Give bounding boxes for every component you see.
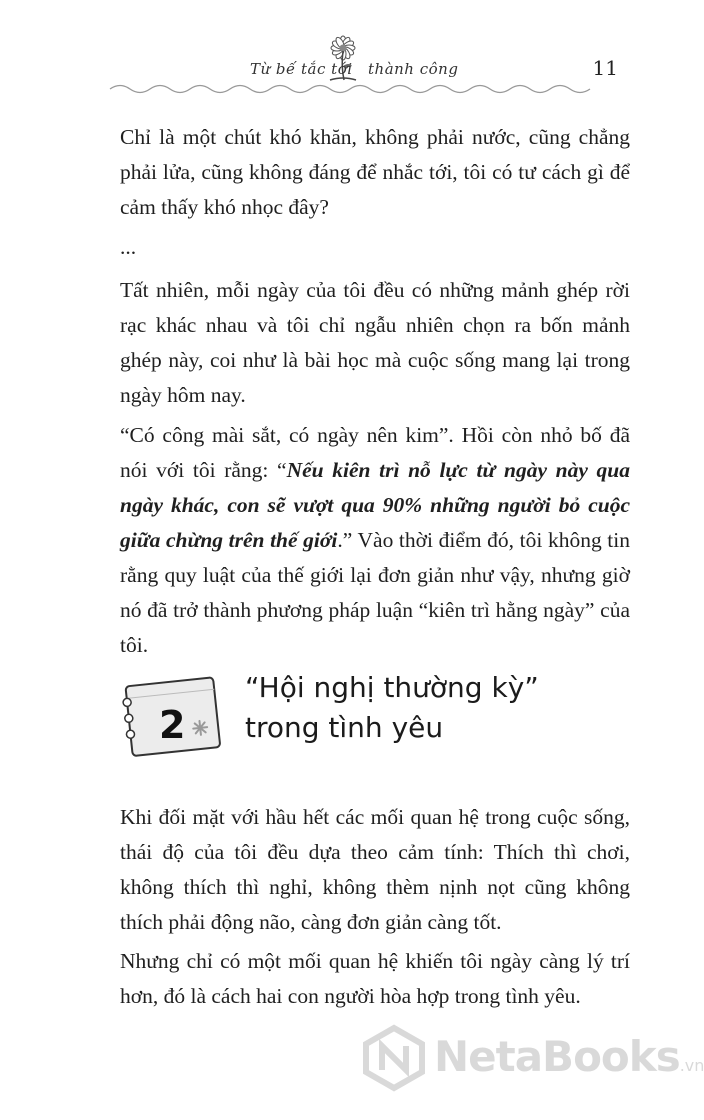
ellipsis-text: ...	[120, 235, 137, 259]
paragraph-ellipsis	[120, 230, 630, 265]
header-title-right: thành công	[368, 60, 459, 78]
paragraph-1	[120, 120, 630, 225]
header-title-left: Từ bế tắc tới	[250, 60, 353, 78]
paragraph-6-text: Nhưng chỉ có một mối quan hệ khiến tôi ngày càng lý trí hơn, đó là cách hai con người hòa hợp trong tình yêu.	[120, 949, 630, 1008]
father-quote: Nếu kiên trì nỗ lực từ ngày này qua ngày khác, con sẽ vượt qua 90% những người bỏ cuộc giữa chừng trên thế giới	[120, 458, 630, 552]
paragraph-3-text: Tất nhiên, mỗi ngày của tôi đều có những mảnh ghép rời rạc khác nhau và tôi chỉ ngẫu nhiên chọn ra bốn mảnh ghép này, coi như là bài học mà cuộc sống mang lại trong ngày hôm nay.	[120, 278, 630, 407]
section-title-line-2: trong tình yêu	[245, 711, 444, 744]
watermark-suffix: .vn	[679, 1056, 704, 1075]
paragraph-6	[120, 944, 630, 1014]
watermark-brand: NetaBooks	[434, 1032, 680, 1081]
watermark-text	[434, 1032, 704, 1081]
section-title-line-1: “Hội nghị thường kỳ”	[245, 671, 539, 704]
paragraph-1-text: Chỉ là một chút khó khăn, không phải nước, cũng chẳng phải lửa, cũng không đáng để nhắc tới, tôi có tư cách gì để cảm thấy khó nhọc đây?	[120, 125, 630, 219]
paragraph-3	[120, 273, 630, 413]
page-number: 11	[592, 56, 618, 80]
netabooks-watermark	[362, 1018, 704, 1098]
paragraph-5-text: Khi đối mặt với hầu hết các mối quan hệ trong cuộc sống, thái độ của tôi đều dựa theo cảm tính: Thích thì chơi, không thích thì nghỉ, không thèm nịnh nọt cũng không thích phải động não, càng đơn giản càng tốt.	[120, 805, 630, 934]
paragraph-5	[120, 800, 630, 940]
section-heading	[115, 668, 635, 778]
section-number: 2	[159, 703, 186, 747]
paragraph-4-start: “Có công mài sắt, có ngày nên kim”. Hồi còn nhỏ bố đã nói với tôi rằng: “	[120, 423, 630, 482]
section-title	[245, 668, 539, 748]
page-header	[0, 0, 700, 110]
notepad-number-badge	[115, 668, 225, 768]
header-wave-divider	[110, 82, 590, 96]
paragraph-4-end: .” Vào thời điểm đó, tôi không tin rằng quy luật của thế giới lại đơn giản như vậy, nhưng giờ nó đã trở thành phương pháp luận “kiên trì hằng ngày” của tôi.	[120, 528, 630, 657]
paragraph-4	[120, 418, 630, 663]
netabooks-logo-icon	[362, 1026, 426, 1090]
paragraph-4-text	[120, 418, 630, 663]
